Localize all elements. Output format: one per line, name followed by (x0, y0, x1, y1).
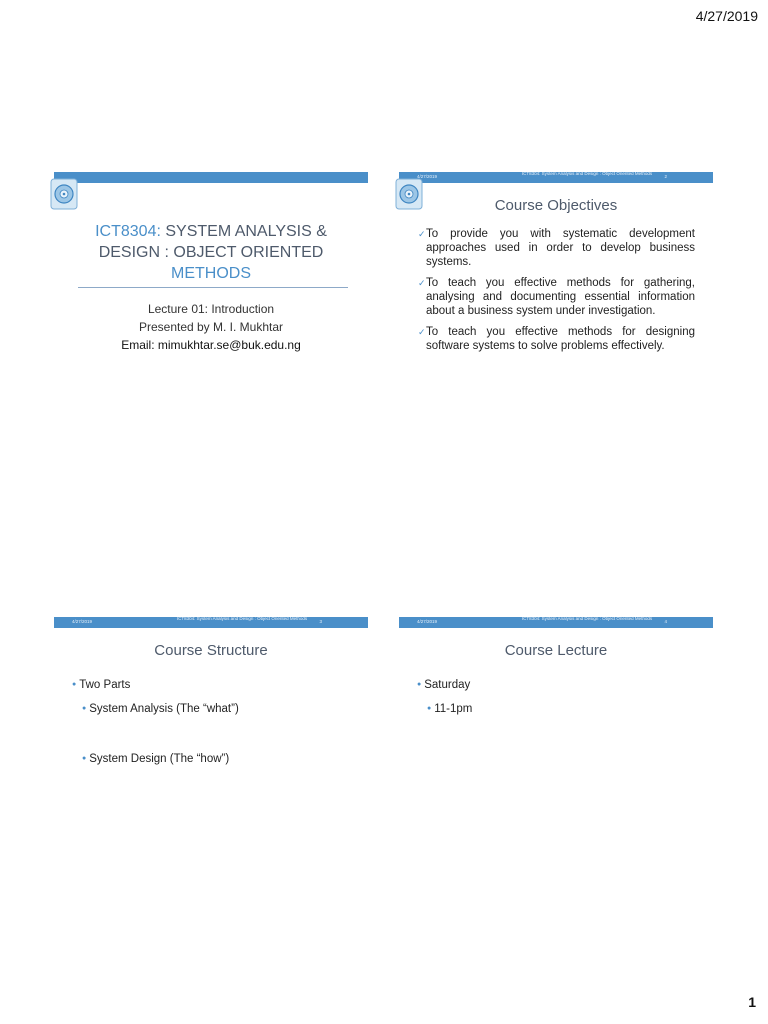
list-item: ✓ To teach you effective methods for gathering, analysing and documenting essential information about a business system under investigation. (418, 277, 695, 317)
objectives-list (419, 227, 695, 360)
check-icon: ✓ (418, 278, 426, 288)
bullet-dot-icon: ● (417, 681, 422, 688)
slide-header-bar (399, 172, 713, 183)
bullet-dot-icon: ● (72, 681, 77, 688)
slide-number: 4 (664, 619, 667, 624)
sub-bullet-item: ● System Analysis (The “what”) (82, 703, 239, 715)
slide-header-date: 4/27/2019 (417, 174, 438, 179)
bullet-dot-icon: ● (82, 705, 87, 712)
bullet-dot-icon: ● (427, 705, 432, 712)
list-item: ✓ To teach you effective methods for designing software systems to solve problems effectively. (418, 326, 695, 352)
slide-course-lecture (399, 617, 713, 872)
title-divider (78, 287, 348, 288)
slide-heading: Course Structure (154, 642, 268, 659)
bullet-dot-icon: ● (82, 755, 87, 762)
slide-header-bar (54, 617, 368, 628)
slide-header-date: 4/27/2019 (72, 619, 93, 624)
title-tail-text: METHODS (171, 265, 251, 282)
sub-bullet-item: ● System Design (The “how”) (82, 753, 230, 765)
title-main-text: SYSTEM ANALYSIS & DESIGN : OBJECT ORIENTED (98, 223, 327, 261)
presentation-title (78, 221, 344, 284)
sub-bullet-item: ● 11-1pm (427, 703, 473, 715)
slide-course-objectives (399, 172, 713, 427)
slide-heading: Course Objectives (494, 197, 618, 214)
slide-header-title: ICT8304: System Analysis and Design : Object Oriented Methods (176, 616, 308, 621)
bullet-item: ● Saturday (417, 679, 471, 691)
title-details (54, 300, 368, 354)
list-item: ✓ To provide you with systematic development approaches used in order to develop business systems. (418, 228, 695, 268)
email-label: Email: mimukhtar.se@buk.edu.ng (121, 338, 301, 352)
page-number: 1 (748, 994, 756, 1010)
slide-number: 2 (664, 174, 667, 179)
slide-title (54, 172, 368, 427)
slide-number: 3 (319, 619, 322, 624)
slide-header-date: 4/27/2019 (417, 619, 438, 624)
slide-course-structure (54, 617, 368, 872)
slide-header-title: ICT8304: System Analysis and Design : Object Oriented Methods (521, 171, 653, 176)
lecture-label: Lecture 01: Introduction (147, 302, 275, 316)
check-icon: ✓ (418, 229, 426, 239)
title-course-code: ICT8304: (95, 223, 161, 240)
bullet-item: ● Two Parts (72, 679, 131, 691)
slide-header-title: ICT8304: System Analysis and Design : Object Oriented Methods (521, 616, 653, 621)
page-date: 4/27/2019 (695, 8, 758, 24)
presenter-label: Presented by M. I. Mukhtar (138, 320, 284, 334)
slide-heading: Course Lecture (504, 642, 608, 659)
slide-header-bar (54, 172, 368, 183)
disc-logo-icon (50, 178, 78, 210)
slide-header-bar (399, 617, 713, 628)
check-icon: ✓ (418, 327, 426, 337)
